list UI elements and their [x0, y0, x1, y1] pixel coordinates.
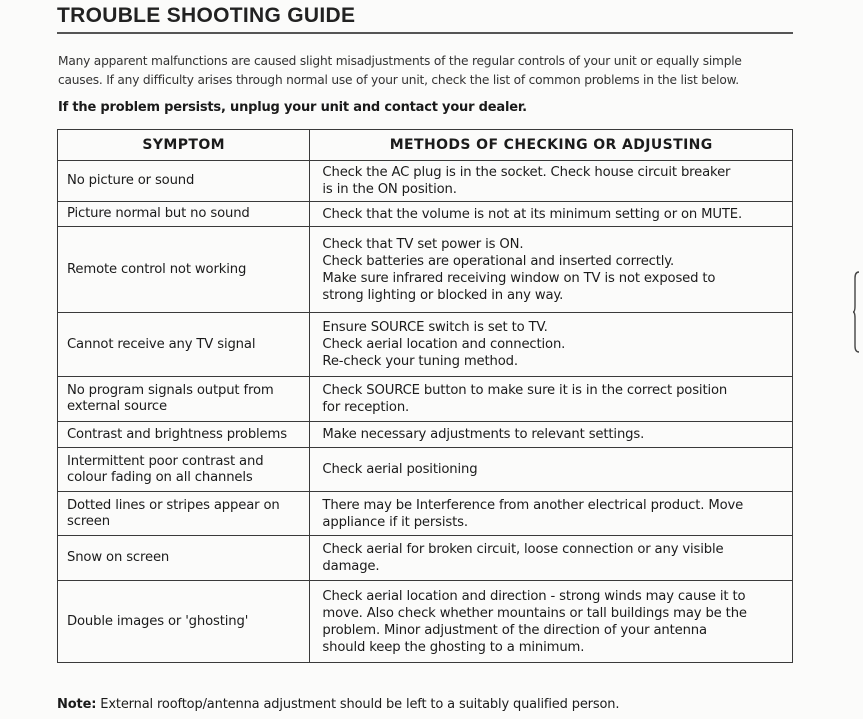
table-row — [58, 202, 793, 227]
table-row — [58, 492, 793, 536]
note-label: Note: — [57, 697, 97, 712]
symptom-text: external source — [67, 399, 167, 414]
symptom-cell — [58, 492, 310, 536]
title-divider — [57, 32, 793, 34]
footer-note — [57, 697, 619, 712]
method-text: move. Also check whether mountains or tall buildings may be the — [322, 605, 747, 621]
methods-column-header: METHODS OF CHECKING OR ADJUSTING — [310, 130, 793, 161]
method-text: damage. — [322, 559, 380, 574]
method-text: Check batteries are operational and inserted correctly. — [322, 253, 675, 269]
intro-line: Many apparent malfunctions are caused slight misadjustments of the regular controls of your unit or equally simple — [58, 54, 742, 68]
table-row — [58, 377, 793, 422]
method-text: Check aerial for broken circuit, loose connection or any visible — [322, 542, 724, 557]
method-cell — [310, 422, 793, 448]
method-text: Ensure SOURCE switch is set to TV. — [322, 320, 548, 335]
method-text: should keep the ghosting to a minimum. — [322, 639, 585, 655]
table-row — [58, 313, 793, 377]
symptom-column-header: SYMPTOM — [58, 130, 310, 161]
symptom-text: Snow on screen — [67, 550, 170, 565]
table-row — [58, 581, 793, 663]
method-cell — [310, 492, 793, 536]
symptom-text: Cannot receive any TV signal — [67, 336, 256, 352]
method-text: Check the AC plug is in the socket. Check house circuit breaker — [322, 165, 731, 180]
method-text: Check aerial positioning — [322, 462, 478, 477]
method-text: problem. Minor adjustment of the direction of your antenna — [322, 622, 707, 638]
method-cell — [310, 377, 793, 422]
method-text: Check that the volume is not at its minimum setting or on MUTE. — [322, 206, 743, 222]
persist-instruction: If the problem persists, unplug your unit and contact your dealer. — [58, 100, 527, 115]
symptom-text: colour fading on all channels — [67, 469, 253, 485]
page-title: TROUBLE SHOOTING GUIDE — [57, 4, 356, 27]
table-row — [58, 422, 793, 448]
method-text: Check aerial location and connection. — [322, 337, 566, 352]
method-text: appliance if it persists. — [322, 514, 468, 530]
method-text: Re-check your tuning method. — [322, 354, 518, 369]
symptom-cell — [58, 422, 310, 448]
symptom-cell — [58, 448, 310, 492]
method-text: strong lighting or blocked in any way. — [322, 287, 564, 303]
note-text: External rooftop/antenna adjustment should be left to a suitably qualified person. — [96, 697, 620, 712]
method-cell — [310, 202, 793, 227]
method-cell — [310, 313, 793, 377]
symptom-text: Picture normal but no sound — [67, 206, 250, 221]
method-text: for reception. — [322, 400, 410, 415]
method-cell — [310, 227, 793, 313]
method-text: Make necessary adjustments to relevant settings. — [322, 427, 645, 442]
intro-line: causes. If any difficulty arises through normal use of your unit, check the list of common problems in the list below. — [58, 73, 739, 87]
table-header-row — [58, 130, 793, 161]
symptom-cell — [58, 377, 310, 422]
table-row — [58, 448, 793, 492]
symptom-cell — [58, 536, 310, 581]
symptom-text: Intermittent poor contrast and — [67, 453, 264, 469]
method-text: Make sure infrared receiving window on TV is not exposed to — [322, 270, 716, 286]
symptom-cell — [58, 227, 310, 313]
margin-bracket-mark — [852, 270, 862, 354]
method-text: is in the ON position. — [322, 182, 457, 197]
table-row — [58, 227, 793, 313]
symptom-text: Dotted lines or stripes appear on — [67, 497, 280, 513]
symptom-text: No picture or sound — [67, 173, 195, 188]
method-cell — [310, 161, 793, 202]
table-row — [58, 161, 793, 202]
symptom-text: Remote control not working — [67, 261, 247, 277]
method-cell — [310, 448, 793, 492]
method-text: Check aerial location and direction - strong winds may cause it to — [322, 588, 746, 604]
symptom-text: No program signals output from — [67, 383, 274, 398]
symptom-text: screen — [67, 513, 110, 529]
symptom-cell — [58, 313, 310, 377]
method-text: There may be Interference from another electrical product. Move — [322, 497, 744, 513]
symptom-text: Double images or 'ghosting' — [67, 613, 249, 629]
method-text: Check that TV set power is ON. — [322, 236, 524, 252]
method-cell — [310, 581, 793, 663]
method-text: Check SOURCE button to make sure it is in the correct position — [322, 383, 728, 398]
symptom-text: Contrast and brightness problems — [67, 426, 287, 442]
table-row — [58, 536, 793, 581]
symptom-cell — [58, 161, 310, 202]
symptom-cell — [58, 581, 310, 663]
intro-paragraph — [58, 52, 798, 90]
method-cell — [310, 536, 793, 581]
troubleshooting-table — [57, 129, 793, 663]
symptom-cell — [58, 202, 310, 227]
